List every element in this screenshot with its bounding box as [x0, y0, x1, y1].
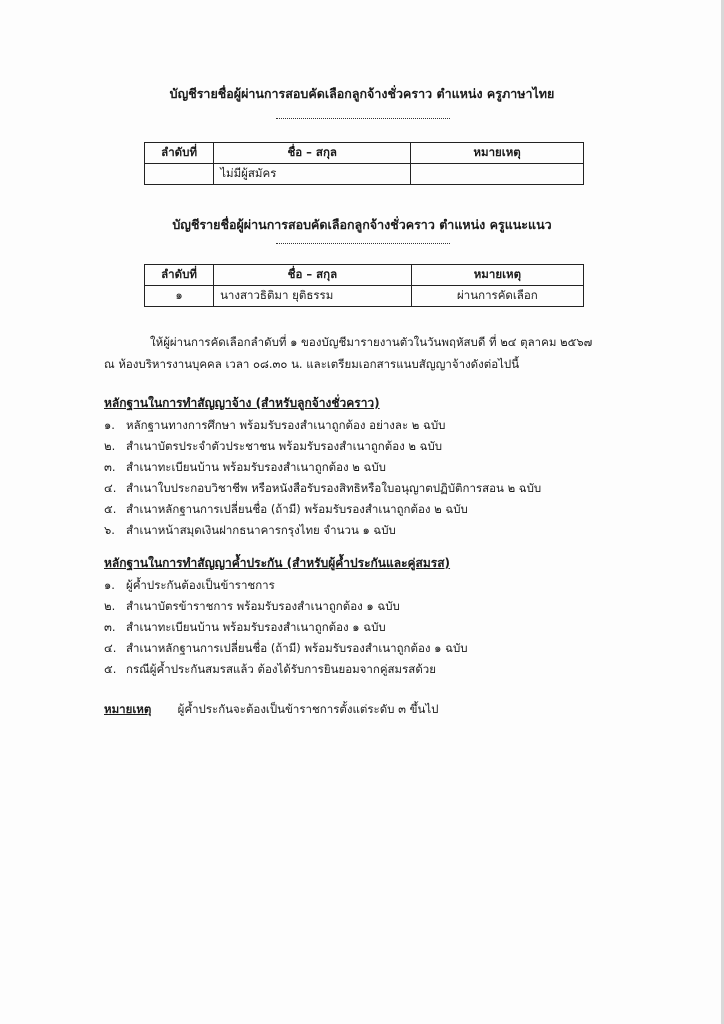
instruction-line-1: ให้ผู้ผ่านการคัดเลือกลำดับที่ ๑ ของบัญชีมารายงานตัวในวันพฤหัสบดี ที่ ๒๔ ตุลาคม ๒๕๖๗ [150, 335, 593, 349]
item-number: ๔. [104, 481, 117, 495]
item-text: สำเนาหน้าสมุดเงินฝากธนาคารกรุงไทย จำนวน ๑ ฉบับ [126, 523, 396, 537]
item-text: หลักฐานทางการศึกษา พร้อมรับรองสำเนาถูกต้อง อย่างละ ๒ ฉบับ [126, 418, 446, 432]
cell-no [145, 164, 214, 185]
item-number: ๖. [104, 523, 115, 537]
cell-no: ๑ [145, 286, 214, 307]
cell-note: ผ่านการคัดเลือก [411, 286, 583, 307]
list-item [104, 596, 468, 617]
list2-table [144, 264, 584, 307]
remark-row [104, 701, 438, 719]
item-text: สำเนาบัตรข้าราชการ พร้อมรับรองสำเนาถูกต้อง ๑ ฉบับ [126, 599, 400, 613]
col-header-note: หมายเหตุ [411, 143, 584, 164]
item-number: ๑. [104, 418, 115, 432]
list1-dotted-line [276, 118, 450, 119]
item-text: สำเนาบัตรประจำตัวประชาชน พร้อมรับรองสำเนาถูกต้อง ๒ ฉบับ [126, 439, 443, 453]
contract-docs-list [104, 415, 541, 541]
col-header-no: ลำดับที่ [145, 143, 214, 164]
item-text: สำเนาทะเบียนบ้าน พร้อมรับรองสำเนาถูกต้อง ๑ ฉบับ [126, 620, 386, 634]
list-item [104, 415, 541, 436]
list-item [104, 575, 468, 596]
item-number: ๕. [104, 662, 117, 676]
list1-table [144, 142, 584, 185]
item-text: ผู้ค้ำประกันต้องเป็นข้าราชการ [126, 578, 275, 592]
cell-note [411, 164, 584, 185]
table-row [145, 286, 584, 307]
list2-title: บัญชีรายชื่อผู้ผ่านการสอบคัดเลือกลูกจ้างชั่วคราว ตำแหน่ง ครูแนะแนว [172, 217, 552, 232]
col-header-note: หมายเหตุ [411, 265, 583, 286]
list-item [104, 659, 468, 680]
col-header-name: ชื่อ – สกุล [214, 143, 411, 164]
table-row [145, 164, 584, 185]
table-header-row [145, 143, 584, 164]
list-item [104, 436, 541, 457]
cell-name: ไม่มีผู้สมัคร [214, 164, 411, 185]
item-number: ๓. [104, 460, 116, 474]
col-header-name: ชื่อ – สกุล [214, 265, 412, 286]
instruction-line-2: ณ ห้องบริหารงานบุคคล เวลา ๐๘.๓๐ น. และเตรียมเอกสารแนบสัญญาจ้างดังต่อไปนี้ [104, 357, 520, 371]
list1-title: บัญชีรายชื่อผู้ผ่านการสอบคัดเลือกลูกจ้างชั่วคราว ตำแหน่ง ครูภาษาไทย [169, 86, 555, 101]
col-header-no: ลำดับที่ [145, 265, 214, 286]
item-number: ๑. [104, 578, 115, 592]
item-text: สำเนาใบประกอบวิชาชีพ หรือหนังสือรับรองสิทธิหรือใบอนุญาตปฏิบัติการสอน ๒ ฉบับ [126, 481, 542, 495]
list-item [104, 499, 541, 520]
item-text: สำเนาทะเบียนบ้าน พร้อมรับรองสำเนาถูกต้อง ๒ ฉบับ [126, 460, 386, 474]
list-item [104, 457, 541, 478]
item-number: ๓. [104, 620, 116, 634]
guarantee-docs-heading: หลักฐานในการทำสัญญาค้ำประกัน (สำหรับผู้ค้ำประกันและคู่สมรส) [104, 556, 451, 570]
item-number: ๕. [104, 502, 117, 516]
cell-name: นางสาวธิติมา ยุติธรรม [214, 286, 412, 307]
remark-text: ผู้ค้ำประกันจะต้องเป็นข้าราชการตั้งแต่ระดับ ๓ ขึ้นไป [177, 702, 439, 716]
table-header-row [145, 265, 584, 286]
item-text: กรณีผู้ค้ำประกันสมรสแล้ว ต้องได้รับการยินยอมจากคู่สมรสด้วย [126, 662, 436, 676]
guarantee-docs-list [104, 575, 468, 680]
item-number: ๒. [104, 439, 116, 453]
list-item [104, 638, 468, 659]
list-item [104, 617, 468, 638]
item-text: สำเนาหลักฐานการเปลี่ยนชื่อ (ถ้ามี) พร้อมรับรองสำเนาถูกต้อง ๑ ฉบับ [126, 641, 468, 655]
list2-dotted-line [276, 243, 450, 244]
list-item [104, 520, 541, 541]
remark-label: หมายเหตุ [104, 702, 152, 716]
item-text: สำเนาหลักฐานการเปลี่ยนชื่อ (ถ้ามี) พร้อมรับรองสำเนาถูกต้อง ๒ ฉบับ [126, 502, 468, 516]
list-item [104, 478, 541, 499]
contract-docs-heading: หลักฐานในการทำสัญญาจ้าง (สำหรับลูกจ้างชั่วคราว) [104, 396, 380, 410]
item-number: ๒. [104, 599, 116, 613]
item-number: ๔. [104, 641, 117, 655]
